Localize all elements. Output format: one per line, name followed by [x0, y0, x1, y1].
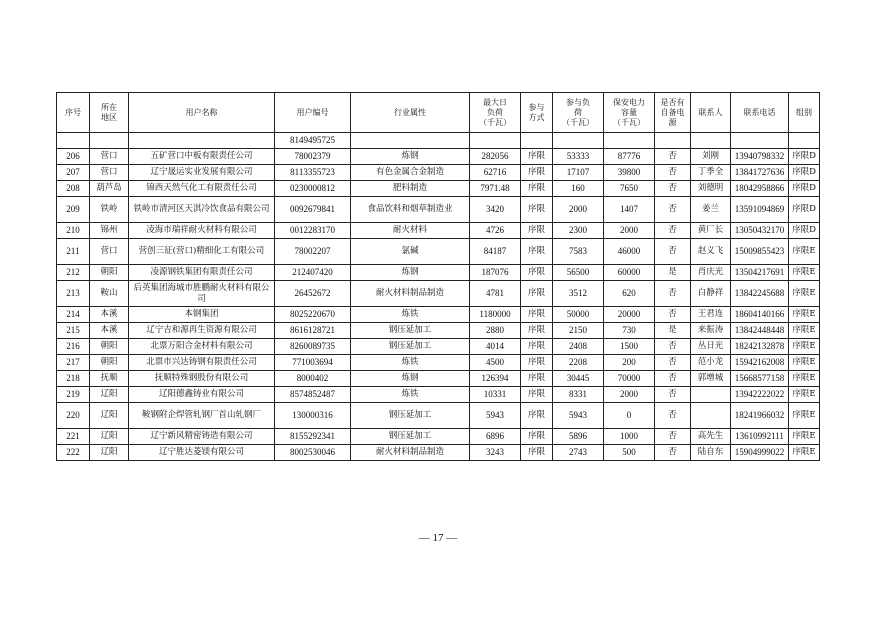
cell-region: 营口: [90, 165, 129, 181]
cell-name: 辽宁晟运实业发展有限公司: [129, 165, 275, 181]
cell-part-load: 5943: [553, 403, 604, 429]
cell-region: 朝阳: [90, 339, 129, 355]
cell-security: 60000: [604, 265, 655, 281]
cell-contact: 来振涛: [691, 323, 731, 339]
cell-part-load: 2150: [553, 323, 604, 339]
header-contact: 联系人: [691, 93, 731, 133]
cell-part-load: 2208: [553, 355, 604, 371]
cell-security: 46000: [604, 239, 655, 265]
cell-seq: 215: [57, 323, 90, 339]
cell-security: 1407: [604, 197, 655, 223]
cell-phone: 18042958866: [731, 181, 789, 197]
cell-phone: 15009855423: [731, 239, 789, 265]
cell-max-load: 282056: [470, 149, 521, 165]
cell-backup: 否: [655, 387, 691, 403]
cell-max-load: 3243: [470, 445, 521, 461]
cell-mode: 序限: [521, 307, 553, 323]
cell-industry: 有色金属合金制造: [351, 165, 470, 181]
cell-mode: 序限: [521, 355, 553, 371]
cell-group: 序限D: [789, 223, 820, 239]
cell-group: 序限E: [789, 445, 820, 461]
cell-code: 8574852487: [275, 387, 351, 403]
cell-contact: 王君连: [691, 307, 731, 323]
cell-name: 营创三征(营口)精细化工有限公司: [129, 239, 275, 265]
cell-part-load: 56500: [553, 265, 604, 281]
cell-region: 辽阳: [90, 403, 129, 429]
cell-group: 序限E: [789, 371, 820, 387]
cell-mode: 序限: [521, 149, 553, 165]
cell-region: 抚顺: [90, 371, 129, 387]
cell-security: 39800: [604, 165, 655, 181]
cell-backup: 否: [655, 239, 691, 265]
cell-backup: 否: [655, 339, 691, 355]
cell-name: 后英集团海城市胜鹏耐火材料有限公司: [129, 281, 275, 307]
cell-group: 序限E: [789, 281, 820, 307]
cell-region: 铁岭: [90, 197, 129, 223]
cell-max-load: 1180000: [470, 307, 521, 323]
cell-group: 序限E: [789, 403, 820, 429]
cell-max-load: 4014: [470, 339, 521, 355]
cell-backup: 否: [655, 223, 691, 239]
cell-seq: 212: [57, 265, 90, 281]
cell-security: 200: [604, 355, 655, 371]
table-row: [57, 307, 820, 323]
cell-part-load: 3512: [553, 281, 604, 307]
cell-name: 五矿营口中板有限责任公司: [129, 149, 275, 165]
cell-group: 序限D: [789, 149, 820, 165]
header-industry: 行业属性: [351, 93, 470, 133]
cell-max-load: 5943: [470, 403, 521, 429]
cell-security: 730: [604, 323, 655, 339]
cell-mode: 序限: [521, 265, 553, 281]
table-row: [57, 181, 820, 197]
cell-industry: 食品饮料和烟草制造业: [351, 197, 470, 223]
cell-contact: 白静祥: [691, 281, 731, 307]
cell-part-load: 160: [553, 181, 604, 197]
cell-name: 鞍钢附企焊管轧钢厂首山轧钢厂: [129, 403, 275, 429]
cell-mode: 序限: [521, 181, 553, 197]
cell-region: 朝阳: [90, 265, 129, 281]
cell-max-load: 62716: [470, 165, 521, 181]
cell-group: 序限E: [789, 307, 820, 323]
cell-backup: 否: [655, 371, 691, 387]
cell-security: 87776: [604, 149, 655, 165]
cell-code: 8260089735: [275, 339, 351, 355]
cell-security: 1000: [604, 429, 655, 445]
header-mode: 参与 方式: [521, 93, 553, 133]
cell-region: 辽阳: [90, 445, 129, 461]
user-table: [56, 92, 820, 461]
table-row: [57, 197, 820, 223]
cell-mode: 序限: [521, 371, 553, 387]
cell-max-load: 2880: [470, 323, 521, 339]
cell-seq: 220: [57, 403, 90, 429]
cell-phone: 18242132878: [731, 339, 789, 355]
cell-security: 500: [604, 445, 655, 461]
cell-group: 序限E: [789, 355, 820, 371]
table-row: [57, 371, 820, 387]
cell-code: 78002207: [275, 239, 351, 265]
header-phone: 联系电话: [731, 93, 789, 133]
cell-phone: 13504217691: [731, 265, 789, 281]
cell-max-load: 3420: [470, 197, 521, 223]
cell-max-load: 126394: [470, 371, 521, 387]
cell-group: 序限E: [789, 429, 820, 445]
cell-contact: 陆自东: [691, 445, 731, 461]
cell-code: 26452672: [275, 281, 351, 307]
cell-phone: 18241966032: [731, 403, 789, 429]
cell-group: 序限D: [789, 197, 820, 223]
cell-contact: 姜兰: [691, 197, 731, 223]
cell-part-load: 7583: [553, 239, 604, 265]
cell-region: 葫芦岛: [90, 181, 129, 197]
cell-seq: 222: [57, 445, 90, 461]
cell-industry: 钢压延加工: [351, 403, 470, 429]
cell-security: 620: [604, 281, 655, 307]
cell-region: 本溪: [90, 323, 129, 339]
cell-group: 序限D: [789, 165, 820, 181]
cell-region: 锦州: [90, 223, 129, 239]
cell-backup: 否: [655, 403, 691, 429]
cell-industry: 炼钢: [351, 265, 470, 281]
continuation-code: 8149495725: [275, 133, 351, 149]
cell-contact: [691, 403, 731, 429]
cell-code: 78002379: [275, 149, 351, 165]
cell-industry: 肥料制造: [351, 181, 470, 197]
cell-phone: 13841727636: [731, 165, 789, 181]
cell-region: 辽阳: [90, 429, 129, 445]
cell-security: 20000: [604, 307, 655, 323]
cell-phone: 13940798332: [731, 149, 789, 165]
cell-contact: 刘刚: [691, 149, 731, 165]
table-row: [57, 339, 820, 355]
cell-seq: 221: [57, 429, 90, 445]
cell-code: 0230000812: [275, 181, 351, 197]
cell-name: 北票市兴达铸钢有限责任公司: [129, 355, 275, 371]
cell-contact: 高先生: [691, 429, 731, 445]
table-row: [57, 387, 820, 403]
cell-code: 8616128721: [275, 323, 351, 339]
cell-backup: 否: [655, 197, 691, 223]
cell-industry: 炼钢: [351, 149, 470, 165]
cell-name: 辽宁新风精密铸造有限公司: [129, 429, 275, 445]
cell-max-load: 187076: [470, 265, 521, 281]
cell-industry: 钢压延加工: [351, 339, 470, 355]
cell-contact: 刘德明: [691, 181, 731, 197]
cell-region: 辽阳: [90, 387, 129, 403]
cell-industry: 耐火材料制品制造: [351, 281, 470, 307]
cell-part-load: 2408: [553, 339, 604, 355]
cell-seq: 217: [57, 355, 90, 371]
table-row: [57, 239, 820, 265]
header-code: 用户编号: [275, 93, 351, 133]
cell-contact: 黄厂长: [691, 223, 731, 239]
cell-mode: 序限: [521, 239, 553, 265]
cell-seq: 213: [57, 281, 90, 307]
cell-backup: 否: [655, 307, 691, 323]
table-row: [57, 281, 820, 307]
table-row: [57, 429, 820, 445]
cell-mode: 序限: [521, 281, 553, 307]
table-row: [57, 223, 820, 239]
cell-seq: 206: [57, 149, 90, 165]
cell-code: 771003694: [275, 355, 351, 371]
cell-region: 朝阳: [90, 355, 129, 371]
cell-code: 212407420: [275, 265, 351, 281]
cell-security: 1500: [604, 339, 655, 355]
cell-mode: 序限: [521, 403, 553, 429]
cell-phone: 13591094869: [731, 197, 789, 223]
cell-part-load: 5896: [553, 429, 604, 445]
cell-industry: 炼钢: [351, 371, 470, 387]
cell-group: 序限E: [789, 387, 820, 403]
cell-industry: 氯碱: [351, 239, 470, 265]
table-row: [57, 323, 820, 339]
cell-backup: 否: [655, 165, 691, 181]
cell-industry: 炼铁: [351, 307, 470, 323]
cell-max-load: 4726: [470, 223, 521, 239]
cell-security: 2000: [604, 387, 655, 403]
cell-region: 鞍山: [90, 281, 129, 307]
cell-code: 8025220670: [275, 307, 351, 323]
cell-name: 辽宁胜达菱镁有限公司: [129, 445, 275, 461]
cell-part-load: 30445: [553, 371, 604, 387]
cell-phone: 13942222022: [731, 387, 789, 403]
cell-backup: 否: [655, 181, 691, 197]
table-row: [57, 403, 820, 429]
cell-code: 130000316: [275, 403, 351, 429]
cell-max-load: 6896: [470, 429, 521, 445]
cell-industry: 钢压延加工: [351, 323, 470, 339]
cell-max-load: 4500: [470, 355, 521, 371]
table-row: [57, 355, 820, 371]
cell-seq: 218: [57, 371, 90, 387]
cell-mode: 序限: [521, 197, 553, 223]
page-number: — 17 —: [418, 532, 458, 544]
cell-backup: 否: [655, 355, 691, 371]
cell-name: 锦西天然气化工有限责任公司: [129, 181, 275, 197]
header-name: 用户名称: [129, 93, 275, 133]
cell-code: 8113355723: [275, 165, 351, 181]
cell-part-load: 2000: [553, 197, 604, 223]
cell-name: 辽阳德鑫铸业有限公司: [129, 387, 275, 403]
cell-phone: 18604140166: [731, 307, 789, 323]
cell-name: 铁岭市清河区天淇冷饮食品有限公司: [129, 197, 275, 223]
header-backup: 是否有 自备电 源: [655, 93, 691, 133]
header-group: 组别: [789, 93, 820, 133]
cell-contact: 丁季全: [691, 165, 731, 181]
cell-group: 序限D: [789, 181, 820, 197]
cell-backup: 否: [655, 149, 691, 165]
cell-code: 8155292341: [275, 429, 351, 445]
header-seq: 序号: [57, 93, 90, 133]
cell-phone: 15942162008: [731, 355, 789, 371]
header-row: [57, 93, 820, 133]
cell-contact: 范小龙: [691, 355, 731, 371]
cell-phone: 13842245688: [731, 281, 789, 307]
cell-phone: 13610992111: [731, 429, 789, 445]
cell-part-load: 17107: [553, 165, 604, 181]
header-security: 保安电力 容量 （千瓦）: [604, 93, 655, 133]
cell-seq: 219: [57, 387, 90, 403]
cell-phone: 15668577158: [731, 371, 789, 387]
cell-mode: 序限: [521, 323, 553, 339]
cell-group: 序限E: [789, 239, 820, 265]
cell-backup: 否: [655, 429, 691, 445]
cell-part-load: 2743: [553, 445, 604, 461]
cell-region: 营口: [90, 239, 129, 265]
table-row: [57, 165, 820, 181]
cell-backup: 否: [655, 281, 691, 307]
cell-mode: 序限: [521, 339, 553, 355]
cell-name: 凌源钢铁集团有限责任公司: [129, 265, 275, 281]
cell-max-load: 10331: [470, 387, 521, 403]
cell-seq: 216: [57, 339, 90, 355]
cell-mode: 序限: [521, 223, 553, 239]
cell-name: 北票万阳合金材料有限公司: [129, 339, 275, 355]
cell-backup: 是: [655, 323, 691, 339]
cell-name: 凌海市瑞祥耐火材料有限公司: [129, 223, 275, 239]
cell-code: 8000402: [275, 371, 351, 387]
table-row: [57, 265, 820, 281]
cell-seq: 208: [57, 181, 90, 197]
cell-industry: 炼铁: [351, 387, 470, 403]
cell-contact: 赵义飞: [691, 239, 731, 265]
cell-security: 7650: [604, 181, 655, 197]
cell-security: 0: [604, 403, 655, 429]
cell-name: 本钢集团: [129, 307, 275, 323]
cell-phone: 15904999022: [731, 445, 789, 461]
cell-seq: 214: [57, 307, 90, 323]
cell-name: 抚顺特殊钢股份有限公司: [129, 371, 275, 387]
cell-mode: 序限: [521, 387, 553, 403]
cell-max-load: 7971.48: [470, 181, 521, 197]
cell-region: 本溪: [90, 307, 129, 323]
cell-part-load: 2300: [553, 223, 604, 239]
cell-max-load: 4781: [470, 281, 521, 307]
cell-seq: 207: [57, 165, 90, 181]
cell-code: 0012283170: [275, 223, 351, 239]
cell-industry: 耐火材料制品制造: [351, 445, 470, 461]
header-max-load: 最大日 负荷 （千瓦）: [470, 93, 521, 133]
cell-backup: 是: [655, 265, 691, 281]
cell-max-load: 84187: [470, 239, 521, 265]
cell-seq: 211: [57, 239, 90, 265]
cell-name: 辽宁吉和源再生资源有限公司: [129, 323, 275, 339]
cell-group: 序限E: [789, 265, 820, 281]
cell-part-load: 8331: [553, 387, 604, 403]
table-row: [57, 445, 820, 461]
cell-part-load: 50000: [553, 307, 604, 323]
cell-industry: 耐火材料: [351, 223, 470, 239]
header-part-load: 参与负 荷 （千瓦）: [553, 93, 604, 133]
cell-contact: 丛日光: [691, 339, 731, 355]
cell-region: 营口: [90, 149, 129, 165]
continuation-row: [57, 133, 820, 149]
cell-group: 序限E: [789, 339, 820, 355]
cell-code: 8002530046: [275, 445, 351, 461]
cell-mode: 序限: [521, 445, 553, 461]
cell-group: 序限E: [789, 323, 820, 339]
cell-industry: 炼铁: [351, 355, 470, 371]
cell-seq: 210: [57, 223, 90, 239]
cell-contact: 郭增城: [691, 371, 731, 387]
cell-part-load: 53333: [553, 149, 604, 165]
cell-security: 70000: [604, 371, 655, 387]
cell-backup: 否: [655, 445, 691, 461]
table-row: [57, 149, 820, 165]
cell-industry: 钢压延加工: [351, 429, 470, 445]
cell-security: 2000: [604, 223, 655, 239]
cell-contact: 肖庆光: [691, 265, 731, 281]
cell-seq: 209: [57, 197, 90, 223]
cell-mode: 序限: [521, 165, 553, 181]
cell-mode: 序限: [521, 429, 553, 445]
cell-phone: 13842448448: [731, 323, 789, 339]
header-region: 所在 地区: [90, 93, 129, 133]
cell-code: 0092679841: [275, 197, 351, 223]
cell-contact: [691, 387, 731, 403]
cell-phone: 13050432170: [731, 223, 789, 239]
